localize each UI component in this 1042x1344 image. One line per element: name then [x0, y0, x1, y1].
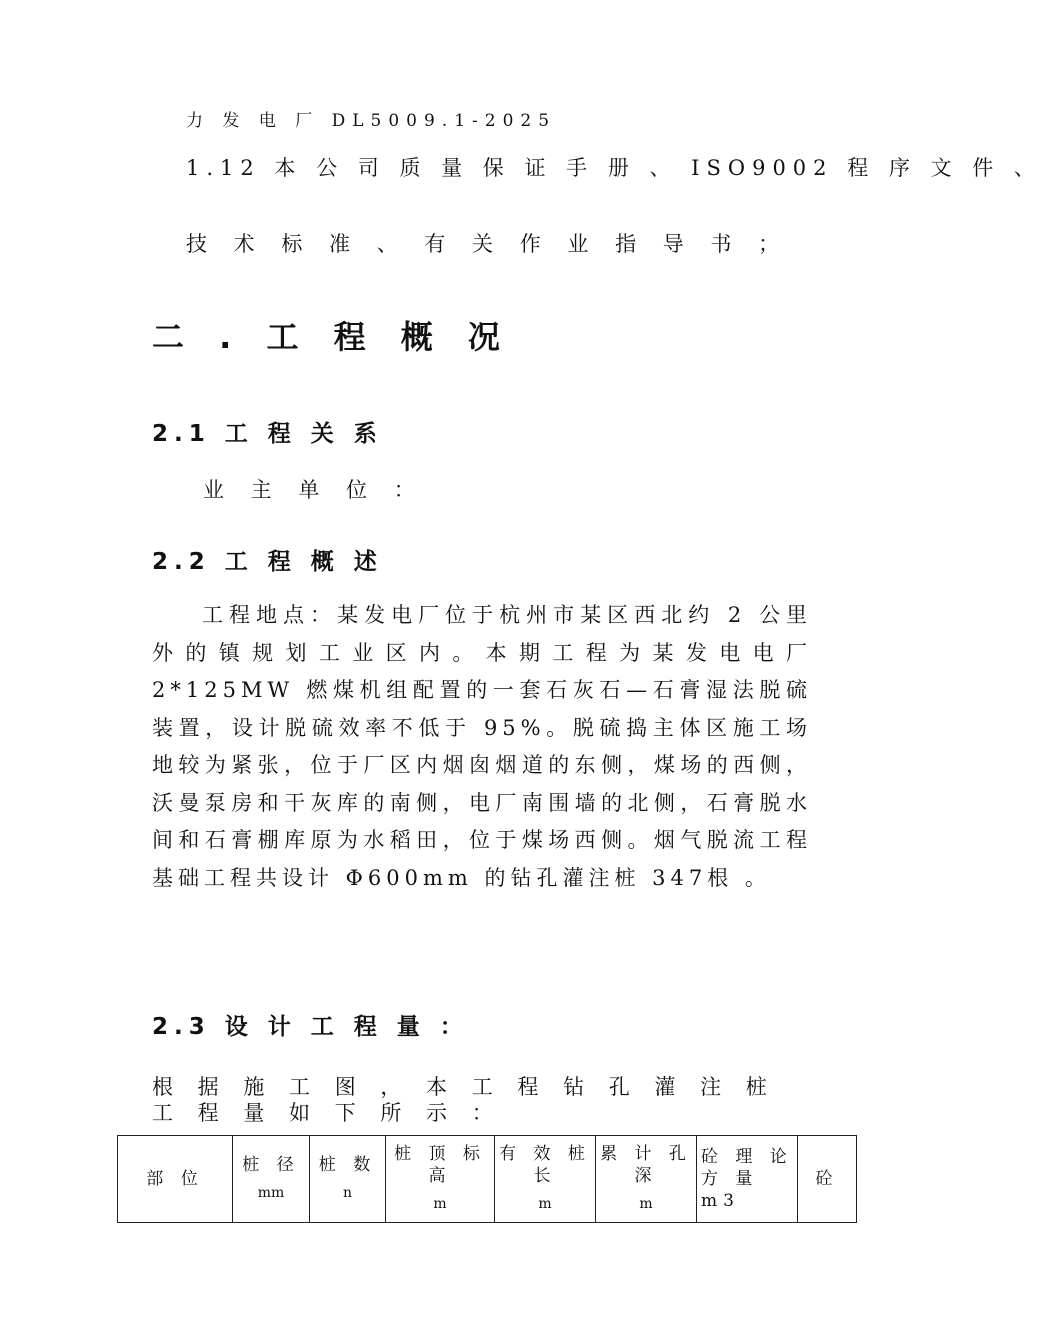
table-header-row: [118, 1136, 857, 1223]
section-title-2-3: 2.3 设 计 工 程 量 ：: [152, 1014, 469, 1040]
pile-quantity-table: [117, 1135, 857, 1223]
header-cell-theoretical-volume: 砼 理 论 方 量 m3: [697, 1136, 798, 1223]
section-title-2-2: 2.2 工 程 概 述: [152, 549, 383, 575]
header-cell-cumulative-depth: 累 计 孔 深 m: [596, 1136, 697, 1223]
header-cell-concrete: 砼: [798, 1136, 857, 1223]
section-title-2-1: 2.1 工 程 关 系: [152, 421, 383, 447]
reference-line-3: 技 术 标 准 、 有 关 作 业 指 导 书 ；: [186, 232, 790, 256]
reference-line-2: 1.12 本 公 司 质 量 保 证 手 册 、 ISO9002 程 序 文 件 、: [186, 156, 1042, 180]
quantity-intro: 根 据 施 工 图 ， 本 工 程 钻 孔 灌 注 桩 工 程 量 如 下 所 示 ：: [152, 1075, 776, 1125]
header-cell-effective-length: 有 效 桩 长 m: [495, 1136, 596, 1223]
reference-line-1: 力 发 电 厂 DL5009.1-2025: [186, 111, 557, 131]
header-cell-pile-top-elevation: 桩 顶 标 高 m: [386, 1136, 495, 1223]
project-overview-paragraph: 工程地点：某发电厂位于杭州市某区西北约 2 公里外的镇规划工业区内。本期工程为某发电电厂 2*125MW 燃煤机组配置的一套石灰石—石膏湿法脱硫装置，设计脱硫效率不低于 95%。脱硫捣主体区施工场地较为紧张，位于厂区内烟囱烟道的东侧，煤场的西侧，沃曼泵房和干灰库的南侧，电厂南围墙的北侧，石膏脱水间和石膏棚库原为水稻田，位于煤场西侧。烟气脱流工程基础工程共设计 Φ600mm 的钻孔灌注桩 347根 。: [152, 603, 812, 890]
chapter-title: 二 . 工 程 概 况: [152, 318, 512, 356]
header-cell-pile-diameter: 桩 径 mm: [233, 1136, 310, 1223]
owner-label: 业 主 单 位 ：: [203, 478, 425, 502]
header-cell-part: 部 位: [118, 1136, 233, 1223]
header-cell-pile-count: 桩 数 n: [310, 1136, 386, 1223]
